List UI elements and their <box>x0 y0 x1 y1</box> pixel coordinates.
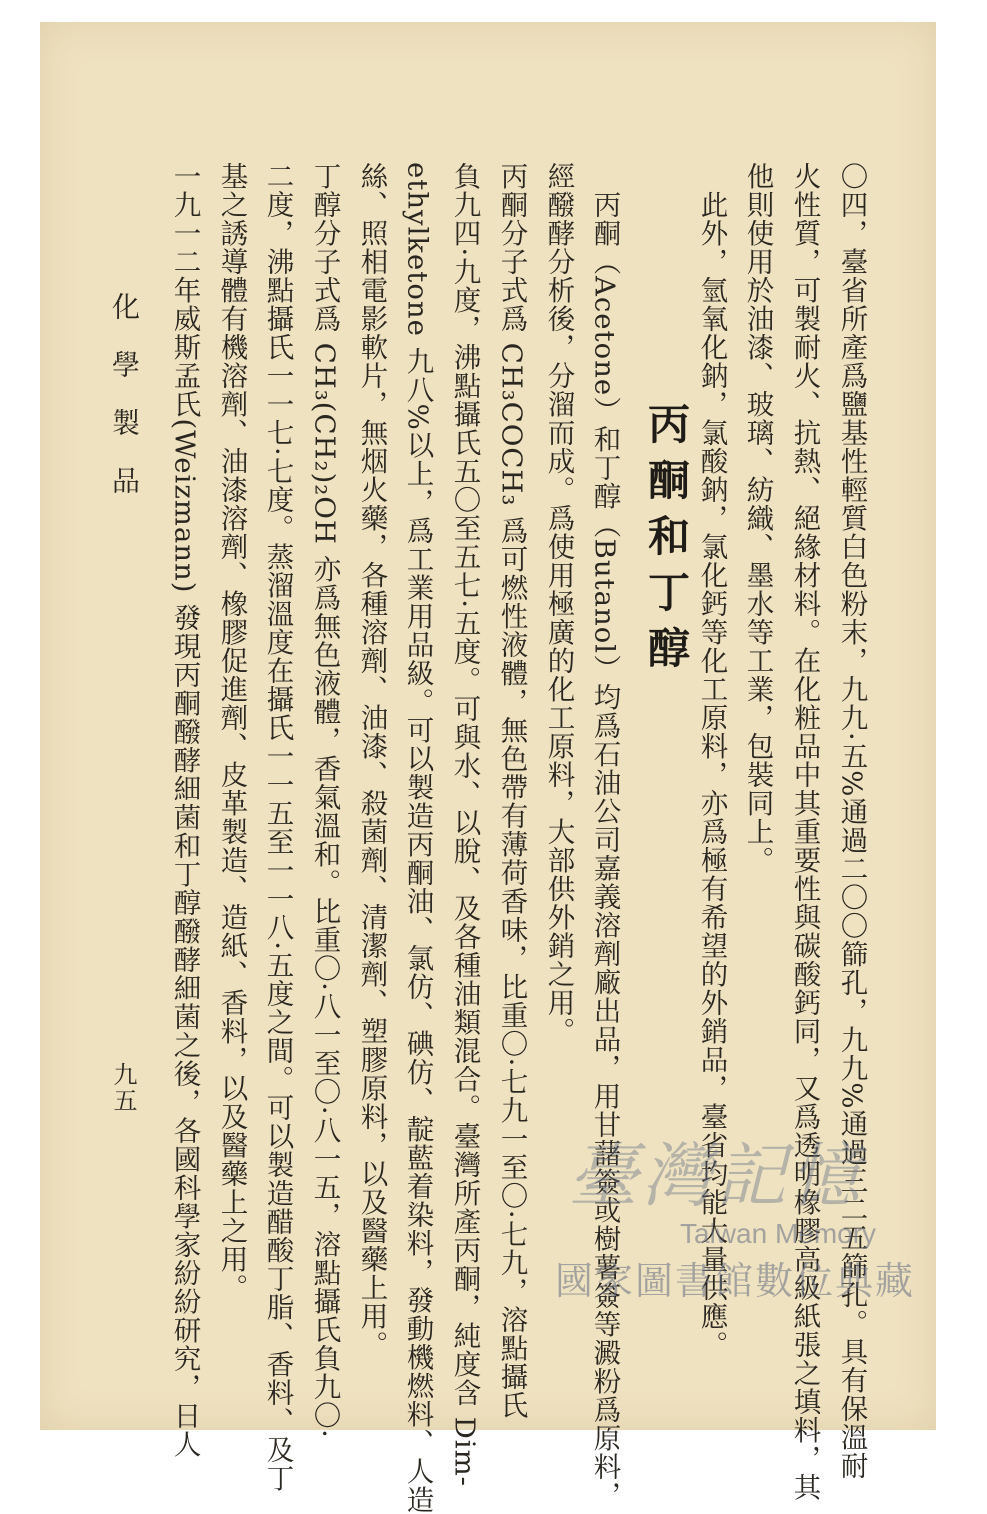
running-footer: 化學製品 <box>108 292 141 524</box>
text-column: 二度，沸點攝氏一一七·七度。蒸溜溫度在攝氏一一五至一一八·五度之間。可以製造醋酸丁脂、香料、及丁 <box>261 162 294 1493</box>
text-column: 火性質，可製耐火、抗熱、絕緣材料。在化粧品中其重要性與碳酸鈣同，又爲透明橡膠高級紙張之填料，其 <box>788 162 821 1502</box>
text-column: 負九四·九度，沸點攝氏五〇至五七·五度。可與水、以脫、及各種油類混合。臺灣所產丙酮，純度含 Dim- <box>448 162 481 1487</box>
page-number: 九五 <box>109 1062 137 1114</box>
text-column: 經醱酵分析後，分溜而成。爲使用極廣的化工原料，大部供外銷之用。 <box>542 162 575 1046</box>
text-column: 此外，氫氧化鈉，氯酸鈉，氯化鈣等化工原料，亦爲極有希望的外銷品，臺省均能大量供應。 <box>695 162 728 1359</box>
section-title: 丙酮和丁醇 <box>642 402 691 682</box>
watermark-english: Taiwan Memory <box>680 1218 877 1249</box>
text-column: ethylketone 九八%以上，爲工業用品級。可以製造丙酮油、氯仿、碘仿、靛藍着染料，發動機燃料、人造 <box>401 162 434 1514</box>
text-column: 丁醇分子式爲 CH₃(CH₂)₂OH 亦爲無色液體，香氣溫和。比重〇·八一至〇·八一五，溶點攝氏負九〇· <box>308 162 341 1439</box>
watermark-logo-text: 臺灣記憶 <box>568 1135 864 1217</box>
watermark-library: 國家圖書館數位典藏 <box>555 1259 916 1303</box>
text-column: 〇四，臺省所產爲鹽基性輕質白色粉末，九九·五%通過二〇〇篩孔，九九%通過三二五篩孔。具有保溫耐 <box>835 162 868 1481</box>
text-column: 一九一二年威斯孟氏(Weizmann) 發現丙酮醱酵細菌和丁醇醱酵細菌之後，各國科學家紛紛研究，日人 <box>168 162 201 1459</box>
text-column: 他則使用於油漆、玻璃、紡織、墨水等工業，包裝同上。 <box>741 162 774 875</box>
text-column: 丙酮（Acetone）和丁醇（Butanol）均爲石油公司嘉義溶劑廠出品，用甘藷簽或樹薯簽等澱粉爲原料， <box>588 162 621 1510</box>
text-column: 丙酮分子式爲 CH₃COCH₃ 爲可燃性液體，無色帶有薄荷香味，比重〇·七九一至〇·七九，溶點攝氏 <box>495 162 528 1420</box>
watermark <box>555 1120 940 1320</box>
text-column: 基之誘導體有機溶劑、油漆溶劑、橡膠促進劑、皮革製造、造紙、香料，以及醫藥上之用。 <box>215 162 248 1302</box>
text-column: 絲、照相電影軟片，無烟火藥，各種溶劑、油漆、殺菌劑、清潔劑、塑膠原料，以及醫藥上用。 <box>355 162 388 1359</box>
